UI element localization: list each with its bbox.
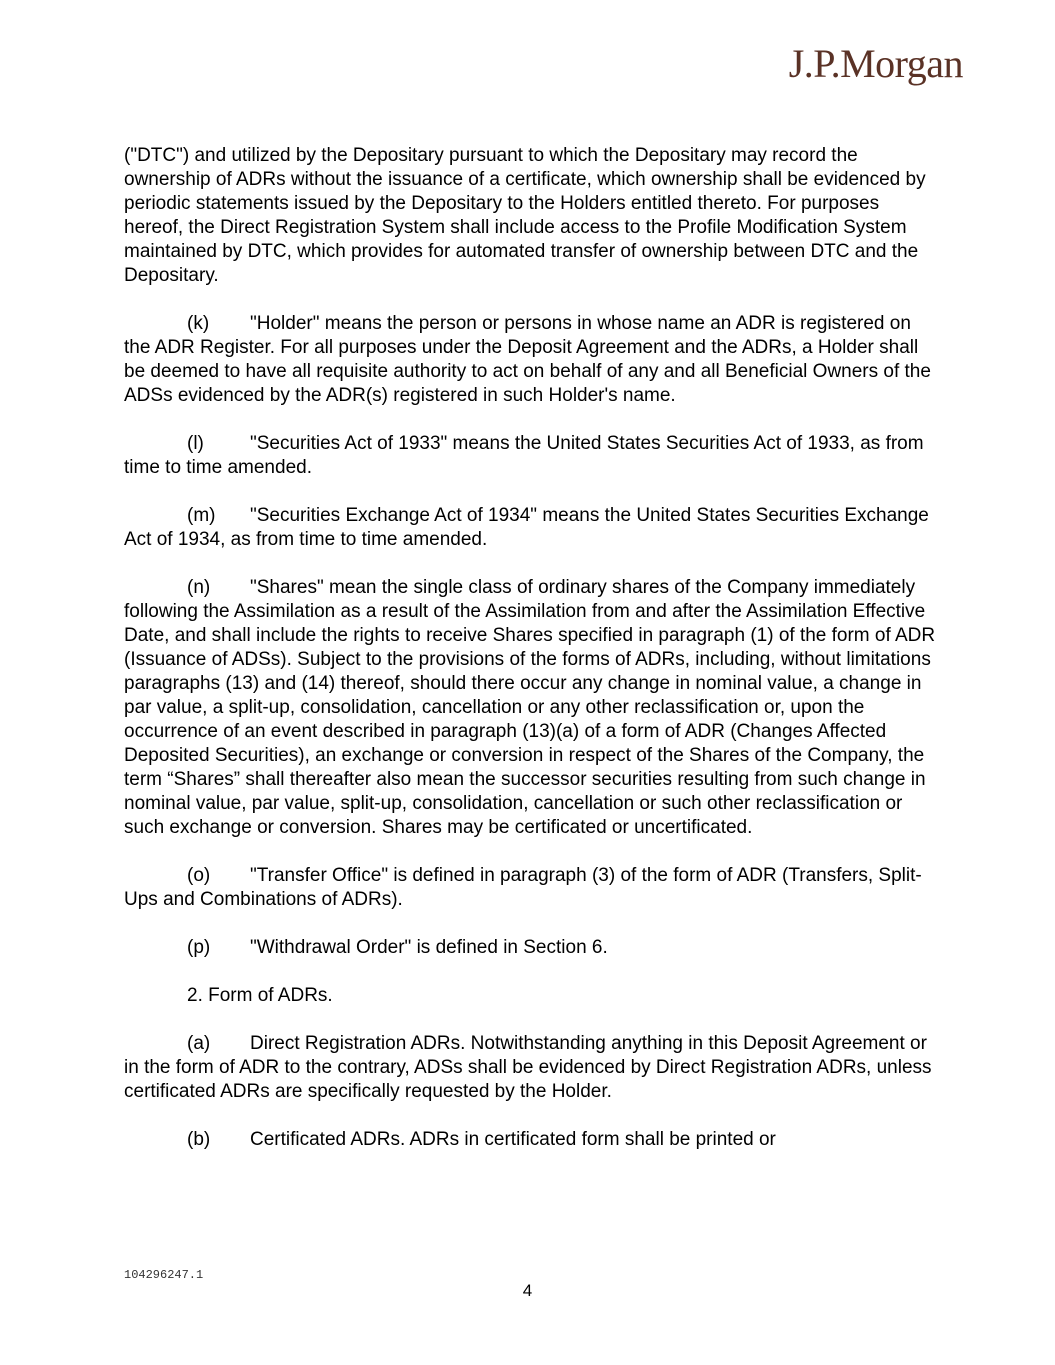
paragraph-p-withdrawal-order [124,936,936,960]
paragraph-text: "Transfer Office" is defined in paragraph (3) of the form of ADR (Transfers, Split-Ups and Combinations of ADRs). [124,865,922,910]
paragraph-o-transfer-office [124,864,936,912]
section-heading-form-of-adrs: 2. Form of ADRs. [187,985,333,1006]
paragraph-number: (l) [187,433,204,454]
paragraph-k-holder [124,312,936,408]
paragraph-m-exchange-act [124,504,936,552]
paragraph-number: (m) [187,505,216,526]
paragraph-n-shares [124,576,936,840]
paragraph-b-certificated [124,1128,936,1152]
paragraph-number: (n) [187,577,211,598]
document-body [124,144,936,1176]
document-id: 104296247.1 [124,1268,204,1282]
paragraph-text: Certificated ADRs. ADRs in certificated form shall be printed or [250,1129,776,1150]
paragraph-l-securities-act [124,432,936,480]
paragraph-text: "Securities Act of 1933" means the United States Securities Act of 1933, as from time to time amended. [124,433,924,478]
paragraph-text: "Securities Exchange Act of 1934" means the United States Securities Exchange Act of 1934, as from time to time amended. [124,505,929,550]
paragraph-number: (a) [187,1033,211,1054]
paragraph-dtc-continuation: ("DTC") and utilized by the Depositary pursuant to which the Depositary may record the ownership of ADRs without the issuance of a certificate, which ownership shall be evidenced by periodic statements issued by the Depositary to the Holders entitled thereto. For purposes hereof, the Direct Registration System shall include access to the Profile Modification System maintained by DTC, which provides for automated transfer of ownership between DTC and the Depositary. [124,145,926,286]
jpmorgan-logo: J.P.Morgan [788,41,963,86]
paragraph-text: "Holder" means the person or persons in whose name an ADR is registered on the ADR Register. For all purposes under the Deposit Agreement and the ADRs, a Holder shall be deemed to have all requisite authority to act on behalf of any and all Beneficial Owners of the ADSs evidenced by the ADR(s) registered in such Holder's name. [124,313,931,406]
paragraph-number: (p) [187,937,211,958]
paragraph-number: (b) [187,1129,211,1150]
paragraph-a-direct-registration [124,1032,936,1104]
paragraph-number: (k) [187,313,210,334]
paragraph-number: (o) [187,865,211,886]
paragraph-text: "Shares" mean the single class of ordinary shares of the Company immediately following the Assimilation as a result of the Assimilation from and after the Assimilation Effective Date, and shall include the rights to receive Shares specified in paragraph (1) of the form of ADR (Issuance of ADSs). Subject to the provisions of the forms of ADRs, including, without limitations paragraphs (13) and (14) thereof, should there occur any change in nominal value, a change in par value, a split-up, consolidation, cancellation or any other reclassification or, upon the occurrence of an event described in paragraph (13)(a) of a form of ADR (Changes Affected Deposited Securities), an exchange or conversion in respect of the Shares of the Company, the term “Shares” shall thereafter also mean the successor securities resulting from such change in nominal value, par value, split-up, consolidation, cancellation or such other reclassification or such exchange or conversion. Shares may be certificated or uncertificated. [124,577,936,838]
paragraph-text: Direct Registration ADRs. Notwithstanding anything in this Deposit Agreement or in the form of ADR to the contrary, ADSs shall be evidenced by Direct Registration ADRs, unless certificated ADRs are specifically requested by the Holder. [124,1033,932,1102]
page-number: 4 [522,1281,533,1300]
paragraph-text: "Withdrawal Order" is defined in Section 6. [250,937,608,958]
